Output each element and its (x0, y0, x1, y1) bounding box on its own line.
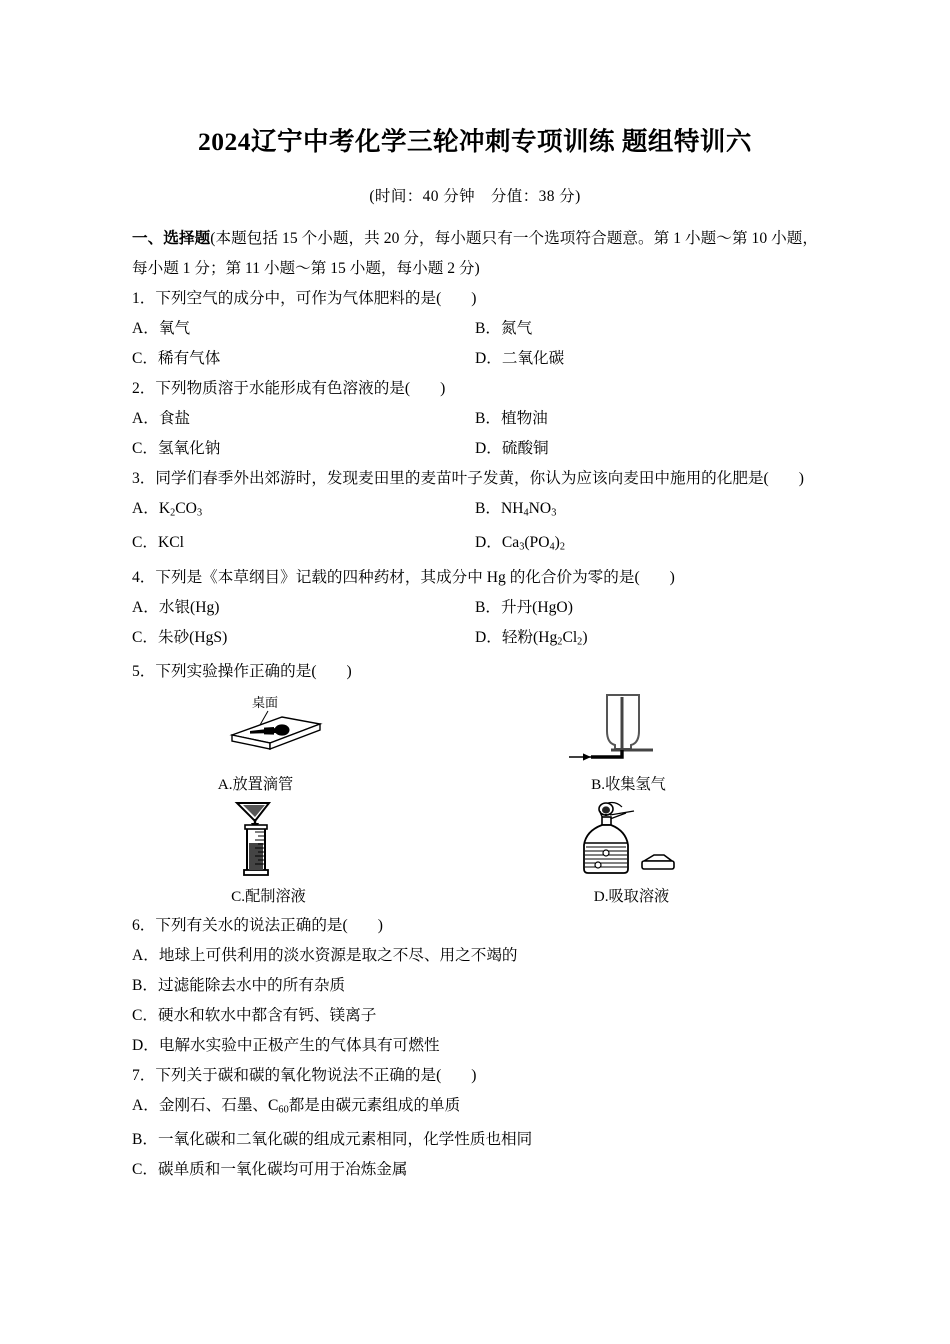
option-4d[interactable]: D．轻粉$(Hg_2Cl_2)$ (475, 628, 588, 647)
question-5-figure-row-2 (132, 799, 818, 911)
question-3-stem-tail: ) (798, 470, 804, 487)
question-6-stem-tail: ) (377, 916, 383, 934)
option-7c[interactable]: C．碳单质和一氧化碳均可用于冶炼金属 (132, 1161, 408, 1178)
question-5-stem-text: 5．下列实验操作正确的是( (132, 662, 317, 680)
question-2-stem-text: 2．下列物质溶于水能形成有色溶液的是( (132, 380, 411, 397)
section-heading (132, 206, 818, 284)
figure-caption-b: B.收集氢气 (591, 775, 666, 793)
question-5-figures (132, 687, 818, 911)
option-6b[interactable]: B．过滤能除去水中的所有杂质 (132, 976, 346, 994)
graduated-cylinder-funnel-icon (203, 799, 325, 877)
question-4-stem-text: 4．下列是《本草纲目》记载的四种药材，其成分中 Hg 的化合价为零的是( (132, 568, 640, 586)
question-1-options-row-2 (132, 344, 818, 374)
question-4-options-row-1 (132, 593, 818, 623)
dropper-on-table-icon (208, 687, 330, 765)
question-3-stem-text: 3．同学们春季外出郊游时，发现麦田里的麦苗叶子发黄，你认为应该向麦田中施用的化肥是( (132, 470, 769, 487)
question-1-stem-text: 1．下列空气的成分中，可作为气体肥料的是( (132, 290, 442, 307)
section-label: 一、选择题 (132, 230, 211, 247)
option-1b[interactable]: B．氮气 (475, 320, 533, 337)
option-7b[interactable]: B．一氧化碳和二氧化碳的组成元素相同，化学性质也相同 (132, 1131, 533, 1148)
exam-subtitle: (时间：40 分钟 分值：38 分) (369, 188, 581, 205)
question-1-stem (132, 284, 818, 314)
question-3-options-row-1 (132, 494, 818, 528)
question-2-stem-tail: ) (440, 380, 446, 397)
question-4-options-row-2 (132, 623, 818, 657)
figure-option-a[interactable] (132, 687, 475, 799)
question-5-stem (132, 657, 818, 687)
question-7-stem-tail: ) (471, 1066, 477, 1084)
question-5-stem-tail: ) (346, 662, 352, 680)
figure-caption-c: C.配制溶液 (231, 887, 306, 905)
option-2b[interactable]: B．植物油 (475, 410, 548, 427)
question-3-options-row-2 (132, 528, 818, 562)
option-6d[interactable]: D．电解水实验中正极产生的气体具有可燃性 (132, 1036, 440, 1054)
option-3b[interactable]: B．$NH_4NO_3$ (475, 500, 557, 519)
dropper-in-reagent-bottle-icon (562, 799, 692, 877)
option-1a[interactable]: A．氧气 (132, 320, 191, 337)
option-6a[interactable]: A．地球上可供利用的淡水资源是取之不尽、用之不竭的 (132, 946, 518, 964)
figure-a-inline-label: 桌面 (251, 694, 278, 710)
question-4-stem-tail: ) (669, 568, 675, 586)
question-6-stem-text: 6．下列有关水的说法正确的是( (132, 916, 348, 934)
question-7-stem-text: 7．下列关于碳和碳的氧化物说法不正确的是( (132, 1066, 442, 1084)
question-4-stem (132, 563, 818, 593)
question-1-stem-tail: ) (471, 290, 477, 307)
option-6c[interactable]: C．硬水和软水中都含有钙、镁离子 (132, 1006, 377, 1024)
gas-collection-bottle-icon (561, 687, 683, 765)
option-2c[interactable]: C．氢氧化钠 (132, 440, 221, 457)
option-7a[interactable]: A．金刚石、石墨、$C_{60}$都是由碳元素组成的单质 (132, 1096, 461, 1115)
option-4a[interactable]: A．水银(Hg) (132, 598, 220, 616)
option-4c[interactable]: C．朱砂(HgS) (132, 628, 228, 646)
figure-caption-d: D.吸取溶液 (593, 887, 670, 905)
option-1c[interactable]: C．稀有气体 (132, 350, 221, 367)
figure-option-d[interactable] (475, 799, 818, 911)
option-3a[interactable]: A．$K_2CO_3$ (132, 500, 203, 519)
question-1-options-row-1 (132, 314, 818, 344)
option-3d[interactable]: D．$Ca_3(PO_4)_2$ (475, 534, 565, 553)
question-3-stem (132, 464, 818, 494)
figure-caption-a: A.放置滴管 (217, 775, 294, 793)
option-2d[interactable]: D．硫酸铜 (475, 440, 549, 457)
question-5-figure-row-1 (132, 687, 818, 799)
question-2-options-row-1 (132, 404, 818, 434)
question-2-stem (132, 374, 818, 404)
figure-option-c[interactable] (132, 799, 475, 911)
question-2-options-row-2 (132, 434, 818, 464)
page-title: 2024辽宁中考化学三轮冲刺专项训练 题组特训六 (198, 127, 752, 156)
question-6-stem (132, 911, 818, 941)
option-3c[interactable]: C．KCl (132, 534, 184, 552)
option-2a[interactable]: A．食盐 (132, 410, 191, 427)
question-7-stem (132, 1061, 818, 1091)
figure-option-b[interactable] (475, 687, 818, 799)
section-instructions: (本题包括 15 个小题，共 20 分，每小题只有一个选项符合题意。第 1 小题～第 10 小题，每小题 1 分；第 11 小题～第 15 小题，每小题 2 分) (132, 230, 818, 277)
option-4b[interactable]: B．升丹(HgO) (475, 598, 573, 616)
option-1d[interactable]: D．二氧化碳 (475, 350, 565, 367)
